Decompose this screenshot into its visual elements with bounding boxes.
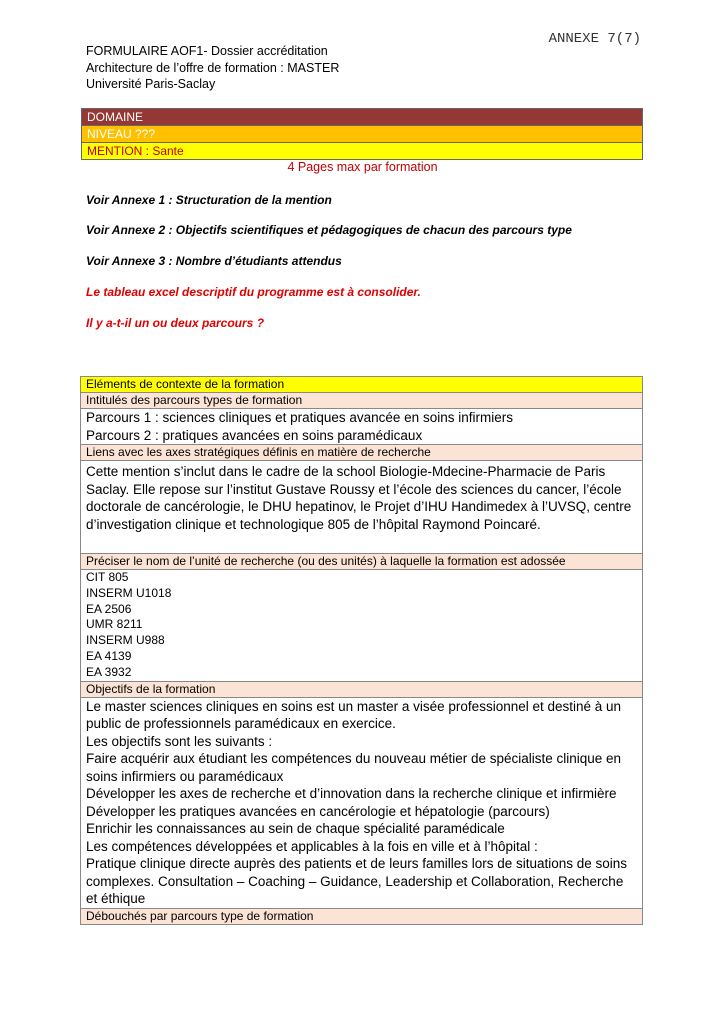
unit-item: EA 3932 <box>86 664 132 679</box>
unites-heading: Préciser le nom de l’unité de recherche (ou des unités) à laquelle la formation est adossée <box>81 554 643 570</box>
intitules-body <box>81 409 643 445</box>
unit-item: INSERM U1018 <box>86 585 172 600</box>
objectif-line: Développer les pratiques avancées en cancérologie et hépatologie (parcours) <box>86 803 550 819</box>
max-pages-note: 4 Pages max par formation <box>287 160 438 174</box>
objectif-line: Enrichir les connaissances au sein de chaque spécialité paramédicale <box>86 821 505 837</box>
unit-item: EA 4139 <box>86 648 132 663</box>
objectifs-body <box>81 697 643 908</box>
note-annexe-2: Voir Annexe 2 : Objectifs scientifiques et pédagogiques de chacun des parcours type <box>86 223 572 237</box>
note-annexe-3: Voir Annexe 3 : Nombre d’étudiants attendus <box>86 254 342 268</box>
liens-heading: Liens avec les axes stratégiques définis en matière de recherche <box>81 445 643 461</box>
niveau-row: NIVEAU ??? <box>82 126 642 143</box>
objectif-line: Développer les axes de recherche et d’innovation dans la recherche clinique et infirmière <box>86 786 617 802</box>
architecture-line: Architecture de l’offre de formation : MASTER <box>86 60 340 75</box>
unit-item: UMR 8211 <box>86 617 143 632</box>
domain-banner <box>81 108 643 160</box>
mention-row: MENTION : Sante <box>82 143 642 159</box>
form-title: FORMULAIRE AOF1- Dossier accréditation <box>86 44 328 58</box>
liens-body <box>81 461 643 554</box>
note-excel: Le tableau excel descriptif du programme est à consolider. <box>86 285 421 299</box>
table-title: Eléments de contexte de la formation <box>81 377 643 393</box>
objectif-line: Faire acquérir aux étudiant les compétences du nouveau métier de spécialiste clinique en soins infirmiers ou paramédicaux <box>86 751 622 784</box>
parcours-1: Parcours 1 : sciences cliniques et pratiques avancée en soins infirmiers <box>86 410 513 425</box>
objectif-line: Le master sciences cliniques en soins est un master a visée professionnel et destiné à un public de professionnels paramédicaux en exercice. <box>86 698 622 732</box>
objectif-line: Les objectifs sont les suivants : <box>86 733 273 749</box>
objectifs-heading: Objectifs de la formation <box>81 681 643 697</box>
objectif-line: Les compétences développées et applicables à la fois en ville et à l’hôpital : <box>86 838 538 854</box>
liens-text: Cette mention s’inclut dans le cadre de la school Biologie-Mdecine-Pharmacie de Paris Saclay. Elle repose sur l’institut Gustave Roussy et l’école des sciences du cancer, l’école doctorale de cancérologie, le DHU hepatinov, le Projet d’IHU Handimedex à l’UVSQ, centre d’investigation clinique et technologique 805 de l’hôpital Raymond Poincaré. <box>86 464 632 532</box>
domaine-row: DOMAINE <box>82 109 642 126</box>
unit-item: CIT 805 <box>86 570 129 584</box>
unites-body <box>81 570 643 682</box>
objectif-line: Pratique clinique directe auprès des patients et de leurs familles lors de situations de soins complexes. Consultation – Coaching – Guidance, Leadership et Collaboration, Recherche et éthique <box>86 856 628 907</box>
unit-item: EA 2506 <box>86 601 132 616</box>
annex-label: ANNEXE 7(7) <box>548 31 641 47</box>
intitules-heading: Intitulés des parcours types de formation <box>81 393 643 409</box>
debouches-heading: Débouchés par parcours type de formation <box>81 908 643 924</box>
note-annexe-1: Voir Annexe 1 : Structuration de la mention <box>86 193 332 207</box>
note-parcours-question: Il y a-t-il un ou deux parcours ? <box>86 316 265 330</box>
document-header <box>86 43 339 93</box>
context-table <box>80 376 643 925</box>
parcours-2: Parcours 2 : pratiques avancées en soins paramédicaux <box>86 427 423 443</box>
unit-item: INSERM U988 <box>86 633 165 648</box>
university-line: Université Paris-Saclay <box>86 77 216 91</box>
